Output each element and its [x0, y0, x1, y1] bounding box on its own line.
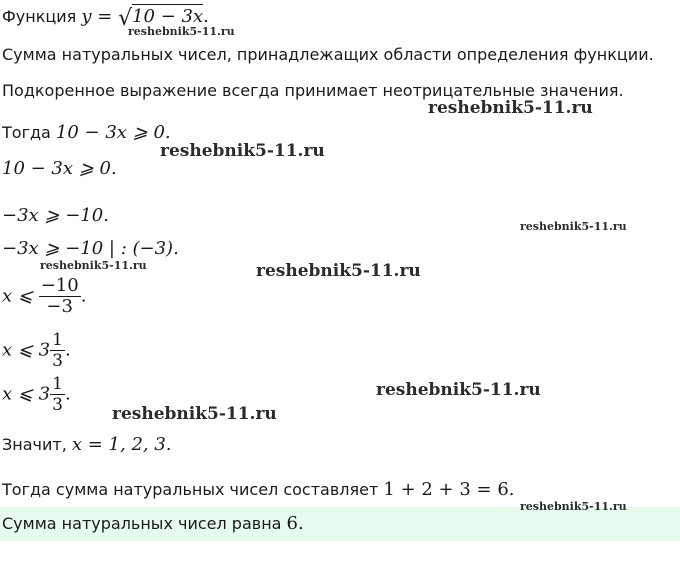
fraction-numerator: 1 [52, 374, 63, 394]
fraction-denominator: −3 [46, 296, 73, 317]
watermark: reshebnik5-11.ru [40, 259, 147, 272]
watermark: reshebnik5-11.ru [256, 261, 421, 281]
period: . [64, 383, 71, 405]
explanation-text: Подкоренное выражение всегда принимает неотрицательные значения. [2, 81, 624, 100]
equals-sign: = [91, 6, 119, 27]
mixed-fraction [50, 330, 65, 371]
natural-values-math: x = 1, 2, 3. [71, 434, 172, 455]
inequality-step-4 [2, 276, 86, 317]
inequality-step-5 [2, 330, 71, 371]
step-4-lhs: x ⩽ [2, 285, 39, 307]
step-5-lhs: x ⩽ 3 [2, 339, 51, 361]
fraction-denominator: 3 [52, 351, 63, 371]
task-statement: Сумма натуральных чисел, принадлежащих области определения функции. [2, 45, 654, 64]
period: . [298, 513, 304, 534]
period: . [80, 285, 87, 307]
watermark: reshebnik5-11.ru [520, 220, 627, 233]
fraction-numerator: −10 [40, 275, 79, 296]
watermark: reshebnik5-11.ru [428, 98, 593, 118]
period: . [64, 339, 71, 361]
condition-label: Тогда [2, 123, 56, 142]
radical-sign-icon: √ [118, 6, 133, 31]
natural-values-line [2, 434, 172, 456]
inequality-step-3: −3x ⩾ −10 | : (−3). [2, 238, 179, 259]
sum-label: Тогда сумма натуральных чисел составляет [2, 480, 384, 499]
sum-line [2, 479, 515, 501]
fraction-denominator: 3 [52, 395, 63, 415]
radicand: 10 − 3x [132, 6, 204, 27]
function-variable: y [81, 6, 92, 27]
function-label: Функция [2, 7, 82, 26]
answer-line [2, 513, 304, 535]
inequality-step-1: 10 − 3x ⩾ 0. [2, 158, 117, 179]
inequality-step-2: −3x ⩾ −10. [2, 205, 109, 226]
inequality-step-6 [2, 374, 71, 415]
natural-values-label: Значит, [2, 435, 72, 454]
watermark: reshebnik5-11.ru [128, 25, 235, 38]
period: . [203, 6, 209, 27]
watermark: reshebnik5-11.ru [520, 500, 627, 513]
fraction [39, 276, 81, 317]
condition-line [2, 122, 171, 144]
step-6-lhs: x ⩽ 3 [2, 383, 51, 405]
condition-math: 10 − 3x ⩾ 0. [55, 122, 171, 143]
sum-math: 1 + 2 + 3 = 6. [383, 479, 515, 500]
mixed-fraction [50, 374, 65, 415]
watermark: reshebnik5-11.ru [160, 141, 325, 161]
answer-label: Сумма натуральных чисел равна [2, 514, 287, 533]
watermark: reshebnik5-11.ru [112, 404, 277, 424]
answer-value: 6 [286, 513, 298, 534]
fraction-numerator: 1 [52, 330, 63, 350]
watermark: reshebnik5-11.ru [376, 380, 541, 400]
